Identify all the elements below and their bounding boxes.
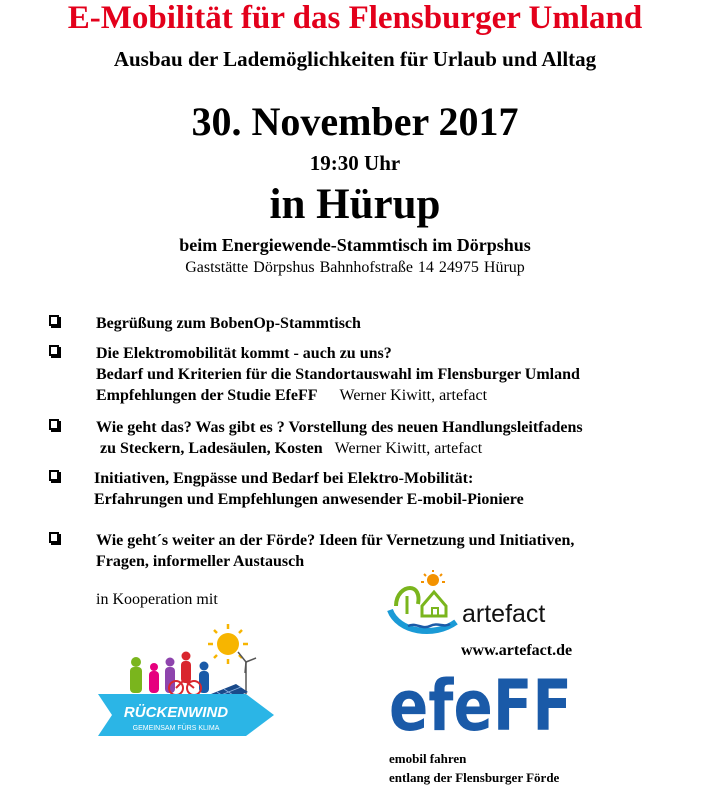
agenda-line: Fragen, informeller Austausch [96,553,305,570]
event-venue: beim Energiewende-Stammtisch im Dörpshus [179,235,531,255]
artefact-name: artefact [462,600,546,628]
agenda-line: Wie geht das? Was gibt es ? Vorstellung des neuen Handlungsleitfadens [96,419,583,436]
agenda-line: Wie geht´s weiter an der Förde? Ideen für Vernetzung und Initiativen, [96,532,575,549]
agenda-line: Empfehlungen der Studie EfeFF Werner Kiwitt, artefact [96,387,488,404]
page-subtitle: Ausbau der Lademöglichkeiten für Urlaub und Alltag [113,47,597,71]
rueckenwind-tagline: GEMEINSAM FÜRS KLIMA [132,725,220,732]
page-title: E-Mobilität für das Flensburger Umland [67,0,643,36]
checkbox-icon [49,419,59,430]
agenda-item [96,343,580,406]
agenda-line: Erfahrungen und Empfehlungen anwesender E-mobil-Pioniere [94,491,524,508]
agenda-line: Die Elektromobilität kommt - auch zu uns? [96,345,392,362]
agenda-line: Initiativen, Engpässe und Bedarf bei Elektro-Mobilität: [94,470,474,487]
agenda-item [94,468,524,510]
agenda-line: Bedarf und Kriterien für die Standortauswahl im Flensburger Umland [96,366,580,383]
agenda-item: Begrüßung zum BobenOp-Stammtisch [96,315,361,332]
efeff-name: efeFF [389,665,572,747]
checkbox-icon [49,532,59,543]
efeff-logo [389,665,574,747]
artefact-emblem-icon [390,570,456,631]
event-address: Gaststätte Dörpshus Bahnhofstraße 14 24975 Hürup [185,259,525,276]
checkbox-icon [49,315,59,326]
rueckenwind-name: RÜCKENWIND [123,704,229,721]
event-location: in Hürup [269,181,441,228]
event-date: 30. November 2017 [191,99,519,144]
event-time: 19:30 Uhr [309,151,401,175]
efeff-tagline-line-2: entlang der Flensburger Förde [389,770,560,785]
cooperation-label: in Kooperation mit [96,591,218,608]
agenda-line: zu Steckern, Ladesäulen, Kosten Werner Kiwitt, artefact [96,440,483,457]
checkbox-icon [49,470,59,481]
artefact-url[interactable]: www.artefact.de [461,642,573,659]
agenda-speaker: Werner Kiwitt, artefact [334,440,483,457]
agenda-item [96,530,574,572]
agenda-item [96,417,583,459]
efeff-tagline-line-1: emobil fahren [389,751,467,766]
agenda-speaker: Werner Kiwitt, artefact [339,387,488,404]
rueckenwind-logo [96,622,276,744]
checkbox-icon [49,345,59,356]
